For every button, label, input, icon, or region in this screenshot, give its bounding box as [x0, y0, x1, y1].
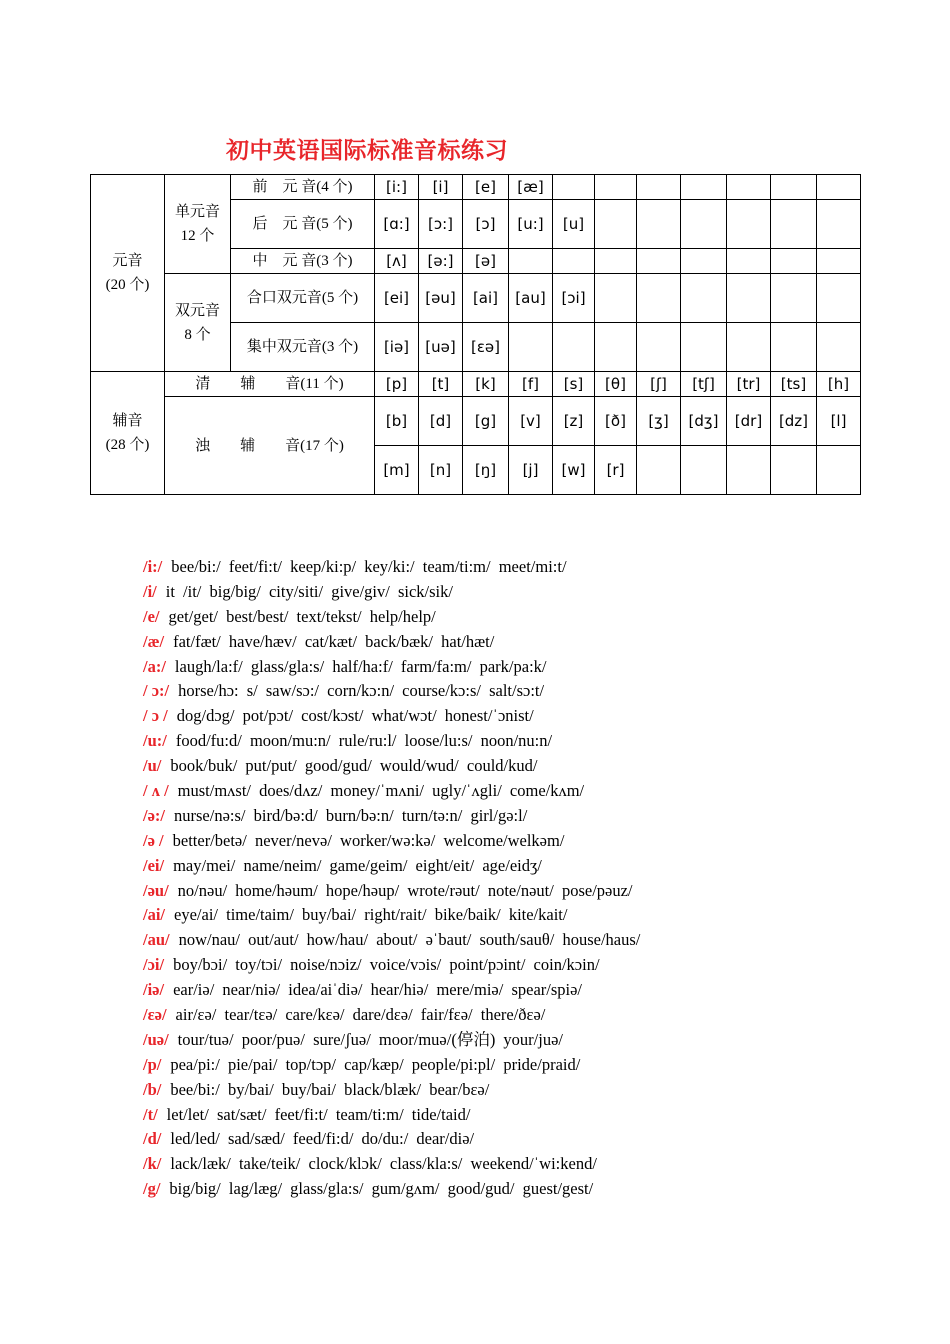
practice-line	[143, 928, 903, 953]
symbol-cell	[553, 323, 595, 372]
symbol-cell: [k]	[463, 372, 509, 397]
category-label: 集中双元音(3 个)	[231, 323, 375, 372]
symbol-cell	[681, 274, 727, 323]
category-label: 后 元 音(5 个)	[231, 200, 375, 249]
symbol-cell	[553, 249, 595, 274]
example-words: now/nau/ out/aut/ how/hau/ about/ əˈbaut/ south/sauθ/ house/haus/	[178, 930, 641, 950]
symbol-cell: [f]	[509, 372, 553, 397]
symbol-cell	[727, 323, 771, 372]
symbol-cell: [z]	[553, 397, 595, 446]
symbol-cell: [j]	[509, 446, 553, 495]
example-words: lack/læk/ take/teik/ clock/klɔk/ class/kla:s/ weekend/ˈwi:kend/	[170, 1154, 597, 1174]
symbol-cell: [e]	[463, 175, 509, 200]
example-words: ear/iə/ near/niə/ idea/aiˈdiə/ hear/hiə/ mere/miə/ spear/spiə/	[173, 980, 583, 1000]
symbol-cell: [tr]	[727, 372, 771, 397]
symbol-cell: [ɑ:]	[375, 200, 419, 249]
symbol-cell: [θ]	[595, 372, 637, 397]
symbol-cell: [ei]	[375, 274, 419, 323]
phoneme-label: /ai/	[143, 905, 166, 925]
phoneme-label: /b/	[143, 1079, 162, 1099]
phoneme-label: /ə /	[143, 830, 164, 850]
symbol-cell	[681, 323, 727, 372]
symbol-cell: [ai]	[463, 274, 509, 323]
symbol-cell: [r]	[595, 446, 637, 495]
symbol-cell	[509, 323, 553, 372]
phoneme-label: /e/	[143, 606, 160, 626]
symbol-cell	[681, 446, 727, 495]
practice-line	[143, 1053, 903, 1078]
symbol-cell	[771, 274, 817, 323]
category-label: 清 辅 音(11 个)	[165, 372, 375, 397]
symbol-cell	[637, 175, 681, 200]
symbol-cell	[637, 249, 681, 274]
phoneme-label: /d/	[143, 1129, 162, 1149]
practice-line	[143, 879, 903, 904]
practice-line	[143, 1003, 903, 1028]
practice-line	[143, 854, 903, 879]
symbol-cell: [s]	[553, 372, 595, 397]
symbol-cell: [t]	[419, 372, 463, 397]
symbol-cell: [ɔi]	[553, 274, 595, 323]
symbol-cell: [au]	[509, 274, 553, 323]
phoneme-label: / ɔ:/	[143, 681, 170, 701]
symbol-cell: [ɔ]	[463, 200, 509, 249]
phoneme-label: / ɔ /	[143, 706, 168, 726]
example-words: led/led/ sad/sæd/ feed/fi:d/ do/du:/ dear/diə/	[170, 1129, 475, 1149]
phoneme-label: / ʌ /	[143, 781, 169, 801]
phoneme-label: /t/	[143, 1104, 158, 1124]
phoneme-label: /k/	[143, 1154, 162, 1174]
phoneme-label: /æ/	[143, 631, 165, 651]
symbol-cell: [l]	[817, 397, 861, 446]
phoneme-label: /iə/	[143, 980, 165, 1000]
symbol-cell	[595, 323, 637, 372]
category-label: 前 元 音(4 个)	[231, 175, 375, 200]
practice-line	[143, 655, 903, 680]
symbol-cell	[727, 446, 771, 495]
symbol-cell: [v]	[509, 397, 553, 446]
symbol-cell	[553, 175, 595, 200]
page-title: 初中英语国际标准音标练习	[226, 138, 508, 164]
example-words: nurse/nə:s/ bird/bə:d/ burn/bə:n/ turn/tə:n/ girl/gə:l/	[174, 805, 528, 825]
example-words: tour/tuə/ poor/puə/ sure/ʃuə/ moor/muə/(停泊) your/juə/	[177, 1029, 564, 1049]
example-words: dog/dɔg/ pot/pɔt/ cost/kɔst/ what/wɔt/ honest/ˈɔnist/	[176, 706, 534, 726]
symbol-cell	[681, 175, 727, 200]
phoneme-label: /u/	[143, 756, 162, 776]
phoneme-label: /a:/	[143, 656, 166, 676]
table-row	[91, 274, 861, 323]
symbol-cell	[637, 446, 681, 495]
phoneme-label: /g/	[143, 1179, 161, 1199]
example-words: big/big/ lag/læg/ glass/gla:s/ gum/gʌm/ good/gud/ guest/gest/	[169, 1179, 594, 1199]
symbol-cell: [ɔ:]	[419, 200, 463, 249]
symbol-cell	[595, 200, 637, 249]
practice-line	[143, 1177, 903, 1202]
phoneme-label: /i:/	[143, 557, 163, 576]
symbol-cell: [ts]	[771, 372, 817, 397]
symbol-cell: [n]	[419, 446, 463, 495]
practice-line	[143, 679, 903, 704]
symbol-cell	[771, 249, 817, 274]
example-words: fat/fæt/ have/hæv/ cat/kæt/ back/bæk/ hat/hæt/	[173, 631, 495, 651]
table-row	[91, 397, 861, 446]
practice-line	[143, 1103, 903, 1128]
symbol-cell: [ʌ]	[375, 249, 419, 274]
symbol-cell: [u]	[553, 200, 595, 249]
symbol-cell	[817, 323, 861, 372]
symbol-cell	[637, 323, 681, 372]
symbol-cell	[727, 200, 771, 249]
symbol-cell: [i:]	[375, 175, 419, 200]
example-words: pea/pi:/ pie/pai/ top/tɔp/ cap/kæp/ people/pi:pl/ pride/praid/	[170, 1054, 581, 1074]
symbol-cell: [m]	[375, 446, 419, 495]
diphthong-group-label: 双元音 8 个	[165, 274, 231, 372]
symbol-cell: [ə]	[463, 249, 509, 274]
vowel-group-label: 元音 (20 个)	[91, 175, 165, 372]
example-words: book/buk/ put/put/ good/gud/ would/wud/ could/kud/	[170, 756, 538, 776]
example-words: air/εə/ tear/tεə/ care/kεə/ dare/dεə/ fair/fεə/ there/ðεə/	[175, 1005, 546, 1025]
practice-line	[143, 754, 903, 779]
symbol-cell	[681, 200, 727, 249]
phoneme-label: /i/	[143, 581, 157, 601]
symbol-cell: [iə]	[375, 323, 419, 372]
symbol-cell	[509, 249, 553, 274]
practice-line	[143, 953, 903, 978]
phoneme-label: /au/	[143, 930, 170, 950]
symbol-cell	[595, 249, 637, 274]
symbol-cell: [w]	[553, 446, 595, 495]
practice-line	[143, 829, 903, 854]
example-words: may/mei/ name/neim/ game/geim/ eight/eit/ age/eidʒ/	[173, 855, 542, 875]
symbol-cell: [d]	[419, 397, 463, 446]
table-row	[91, 175, 861, 200]
symbol-cell: [h]	[817, 372, 861, 397]
symbol-cell	[595, 175, 637, 200]
example-words: boy/bɔi/ toy/tɔi/ noise/nɔiz/ voice/vɔis/ point/pɔint/ coin/kɔin/	[173, 955, 600, 975]
symbol-cell: [ʃ]	[637, 372, 681, 397]
symbol-cell	[771, 200, 817, 249]
symbol-cell	[771, 446, 817, 495]
symbol-cell: [b]	[375, 397, 419, 446]
symbol-cell: [dr]	[727, 397, 771, 446]
symbol-cell	[727, 249, 771, 274]
example-words: better/betə/ never/nevə/ worker/wə:kə/ welcome/welkəm/	[172, 830, 565, 850]
practice-line	[143, 804, 903, 829]
practice-line	[143, 1078, 903, 1103]
symbol-cell	[817, 200, 861, 249]
practice-line	[143, 978, 903, 1003]
symbol-cell	[637, 274, 681, 323]
symbol-cell: [dz]	[771, 397, 817, 446]
phoneme-label: /ei/	[143, 855, 165, 875]
consonant-group-label: 辅音 (28 个)	[91, 372, 165, 495]
symbol-cell	[637, 200, 681, 249]
category-label: 合口双元音(5 个)	[231, 274, 375, 323]
example-words: laugh/la:f/ glass/gla:s/ half/ha:f/ farm/fa:m/ park/pa:k/	[174, 656, 547, 676]
symbol-cell: [p]	[375, 372, 419, 397]
practice-line	[143, 605, 903, 630]
symbol-cell: [tʃ]	[681, 372, 727, 397]
example-words: bee/bi:/ by/bai/ buy/bai/ black/blæk/ bear/bεə/	[170, 1079, 490, 1099]
example-words: no/nəu/ home/həum/ hope/həup/ wrote/rəut/ note/nəut/ pose/pəuz/	[177, 880, 633, 900]
symbol-cell: [ð]	[595, 397, 637, 446]
symbol-cell: [uə]	[419, 323, 463, 372]
phoneme-label: /əu/	[143, 880, 169, 900]
symbol-cell	[595, 274, 637, 323]
phoneme-label: /ə:/	[143, 805, 165, 825]
symbol-cell	[817, 249, 861, 274]
symbol-cell: [dʒ]	[681, 397, 727, 446]
category-label: 浊 辅 音(17 个)	[165, 397, 375, 495]
symbol-cell: [ʒ]	[637, 397, 681, 446]
example-words: food/fu:d/ moon/mu:n/ rule/ru:l/ loose/lu:s/ noon/nu:n/	[175, 731, 553, 751]
phonetic-table	[90, 174, 861, 495]
example-words: bee/bi:/ feet/fi:t/ keep/ki:p/ key/ki:/ team/ti:m/ meet/mi:t/	[171, 557, 567, 576]
symbol-cell: [əu]	[419, 274, 463, 323]
symbol-cell	[727, 274, 771, 323]
symbol-cell: [g]	[463, 397, 509, 446]
example-words: get/get/ best/best/ text/tekst/ help/help/	[168, 606, 436, 626]
symbol-cell: [i]	[419, 175, 463, 200]
example-words: horse/hɔ: s/ saw/sɔ:/ corn/kɔ:n/ course/kɔ:s/ salt/sɔ:t/	[178, 681, 545, 701]
practice-line	[143, 630, 903, 655]
symbol-cell: [ə:]	[419, 249, 463, 274]
mono-group-label: 单元音 12 个	[165, 175, 231, 274]
symbol-cell	[727, 175, 771, 200]
symbol-cell: [εə]	[463, 323, 509, 372]
symbol-cell	[771, 175, 817, 200]
symbol-cell: [u:]	[509, 200, 553, 249]
phoneme-label: /ɔi/	[143, 955, 165, 975]
example-words: let/let/ sat/sæt/ feet/fi:t/ team/ti:m/ tide/taid/	[166, 1104, 471, 1124]
phoneme-label: /p/	[143, 1054, 162, 1074]
practice-line	[143, 1028, 903, 1053]
table-row	[91, 372, 861, 397]
practice-line	[143, 729, 903, 754]
symbol-cell: [ŋ]	[463, 446, 509, 495]
example-words: must/mʌst/ does/dʌz/ money/ˈmʌni/ ugly/ˈʌgli/ come/kʌm/	[177, 781, 585, 801]
phoneme-label: /uə/	[143, 1029, 169, 1049]
example-words: it /it/ big/big/ city/siti/ give/giv/ sick/sik/	[165, 581, 453, 601]
symbol-cell	[817, 274, 861, 323]
symbol-cell	[817, 446, 861, 495]
practice-line	[143, 779, 903, 804]
symbol-cell	[771, 323, 817, 372]
practice-line	[143, 580, 903, 605]
practice-line	[143, 704, 903, 729]
practice-line	[143, 1127, 903, 1152]
symbol-cell	[681, 249, 727, 274]
practice-line	[143, 1152, 903, 1177]
symbol-cell: [æ]	[509, 175, 553, 200]
practice-line	[143, 903, 903, 928]
practice-line	[143, 555, 903, 580]
practice-list	[143, 555, 903, 1202]
phoneme-label: /u:/	[143, 731, 167, 751]
example-words: eye/ai/ time/taim/ buy/bai/ right/rait/ bike/baik/ kite/kait/	[174, 905, 568, 925]
phoneme-label: /εə/	[143, 1005, 167, 1025]
symbol-cell	[817, 175, 861, 200]
category-label: 中 元 音(3 个)	[231, 249, 375, 274]
